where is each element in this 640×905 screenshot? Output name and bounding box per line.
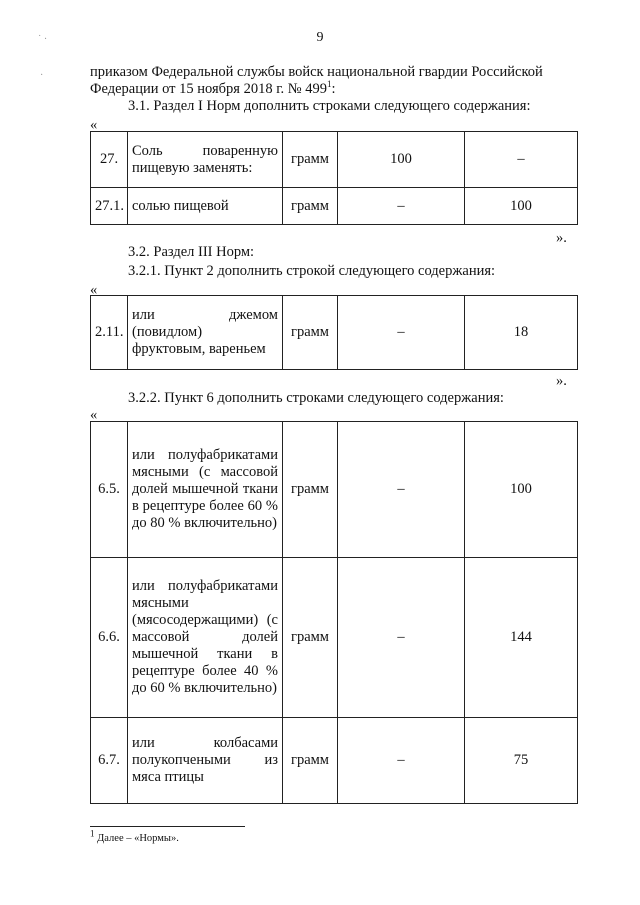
norm-value-b: 75 [465, 718, 578, 804]
scan-mark: · [40, 70, 44, 81]
section-3-2: 3.2. Раздел III Норм: [128, 244, 255, 260]
unit: грамм [283, 188, 338, 225]
norm-value-b: 100 [465, 422, 578, 558]
page-number: 9 [316, 30, 324, 45]
row-number: 27. [91, 132, 128, 188]
table-row [91, 558, 578, 718]
section-3-1: 3.1. Раздел I Норм дополнить строками следующего содержания: [128, 98, 531, 114]
product-name: или полуфабрикатами мясными (мясосодержащими) (с массовой долей мышечной ткани в рецептуре более 40 % до 60 % включительно) [128, 558, 283, 718]
row-number: 2.11. [91, 296, 128, 370]
intro-line-1: приказом Федеральной службы войск национальной гвардии Российской [90, 64, 543, 80]
norm-value-b: 144 [465, 558, 578, 718]
footnote-ref: 1 [326, 79, 332, 90]
norm-value-a: – [338, 296, 465, 370]
table-row [91, 718, 578, 804]
footnote: $^1$ Далее – «Нормы». [90, 828, 179, 844]
product-name: Соль поваренную пищевую заменять: [128, 132, 283, 188]
norm-value-b: 100 [465, 188, 578, 225]
unit: грамм [283, 132, 338, 188]
row-number: 6.6. [91, 558, 128, 718]
open-quote: « [90, 117, 98, 133]
product-name: или полуфабрикатами мясными (с массовой долей мышечной ткани в рецептуре более 60 % до 80 % включительно) [128, 422, 283, 558]
intro-line-2: Федерации от 15 ноября 2018 г. № $499^1$: [90, 79, 336, 97]
norm-value-a: 100 [338, 132, 465, 188]
table-row [91, 132, 578, 188]
footnote-mark: 1 [90, 828, 95, 839]
product-name: или колбасами полукопчеными из мяса птицы [128, 718, 283, 804]
unit: грамм [283, 296, 338, 370]
table-row [91, 188, 578, 225]
table-row [91, 296, 578, 370]
unit: грамм [283, 422, 338, 558]
table-section-3-point-6 [90, 421, 578, 804]
norm-value-b: 18 [465, 296, 578, 370]
unit: грамм [283, 558, 338, 718]
scan-mark: ˙ · [38, 34, 48, 45]
norm-value-b: – [465, 132, 578, 188]
row-number: 6.5. [91, 422, 128, 558]
footnote-divider [90, 826, 245, 827]
close-quote: ». [556, 373, 567, 389]
norm-value-a: – [338, 558, 465, 718]
row-number: 27.1. [91, 188, 128, 225]
norm-value-a: – [338, 718, 465, 804]
product-name: солью пищевой [128, 188, 283, 225]
row-number: 6.7. [91, 718, 128, 804]
product-name: или джемом (повидлом) фруктовым, вареньем [128, 296, 283, 370]
section-3-2-1: 3.2.1. Пункт 2 дополнить строкой следующего содержания: [128, 263, 496, 279]
open-quote: « [90, 282, 98, 298]
open-quote: « [90, 407, 98, 423]
table-section-3-point-2 [90, 295, 578, 370]
table-row [91, 422, 578, 558]
close-quote: ». [556, 230, 567, 246]
unit: грамм [283, 718, 338, 804]
table-section-1 [90, 131, 578, 225]
norm-value-a: – [338, 422, 465, 558]
norm-value-a: – [338, 188, 465, 225]
section-3-2-2: 3.2.2. Пункт 6 дополнить строками следующего содержания: [128, 390, 504, 406]
